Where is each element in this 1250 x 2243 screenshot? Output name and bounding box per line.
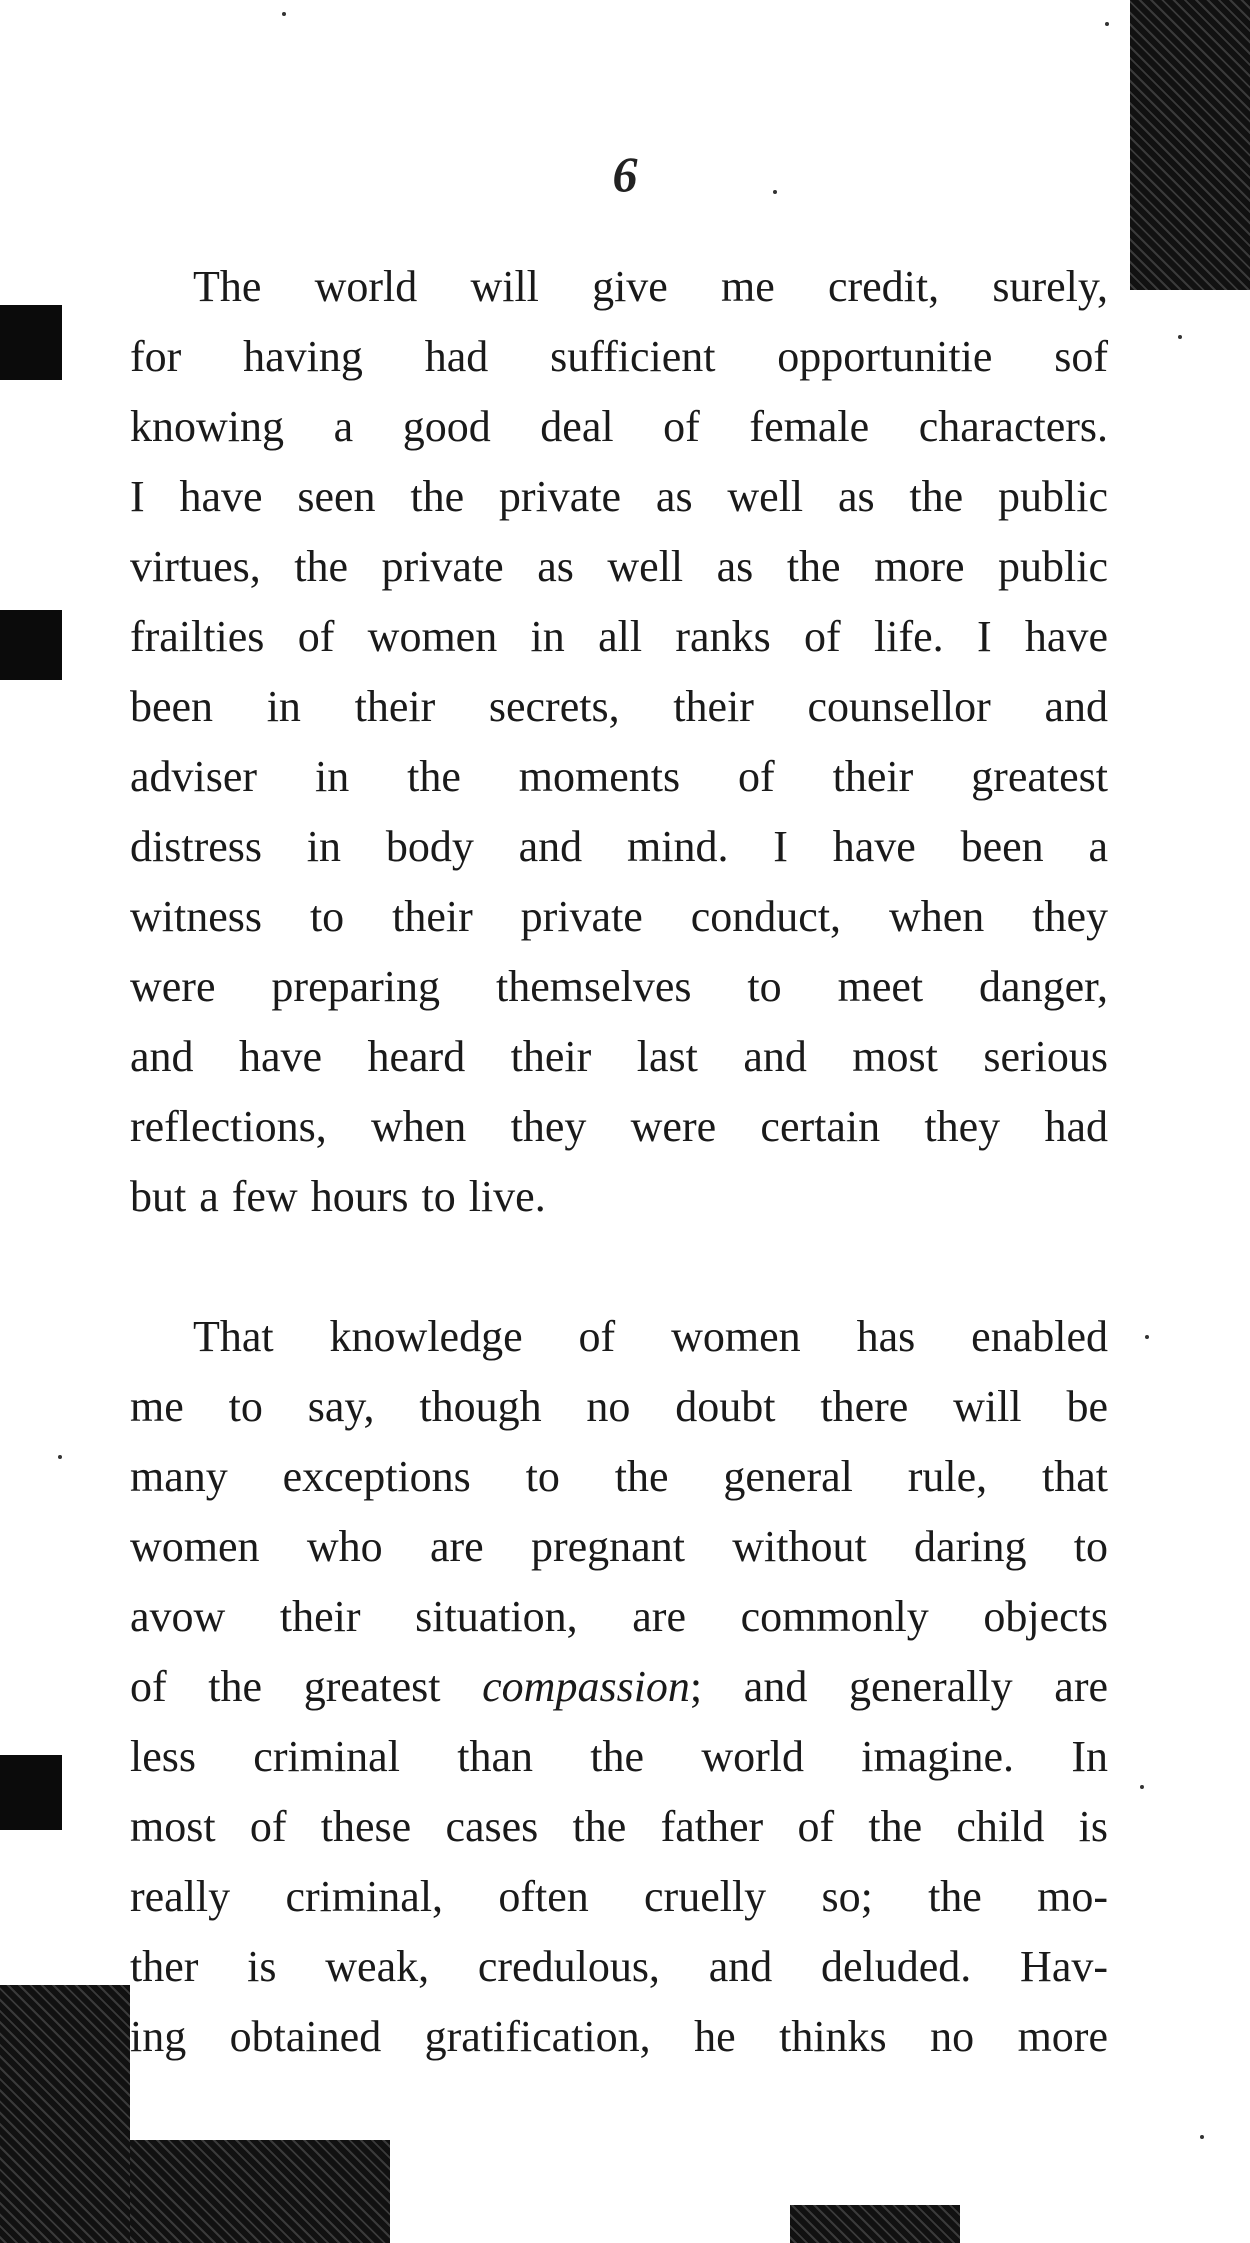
- text-line: for having had sufficient opportunitie sof: [130, 332, 1108, 381]
- scan-edge-bottom-center: [790, 2205, 960, 2243]
- text-line: been in their secrets, their counsellor and: [130, 682, 1108, 731]
- text-line: That knowledge of women has enabled: [193, 1312, 1108, 1361]
- text-line: many exceptions to the general rule, that: [130, 1452, 1108, 1501]
- text-line: less criminal than the world imagine. In: [130, 1732, 1108, 1781]
- text-line: were preparing themselves to meet danger,: [130, 962, 1108, 1011]
- text-line: virtues, the private as well as the more public: [130, 542, 1108, 591]
- text-line: frailties of women in all ranks of life. I have: [130, 612, 1108, 661]
- text-line: distress in body and mind. I have been a: [130, 822, 1108, 871]
- text-line: adviser in the moments of their greatest: [130, 752, 1108, 801]
- text-segment: ; and generally are: [689, 1662, 1108, 1711]
- text-line: I have seen the private as well as the public: [130, 472, 1108, 521]
- scan-mark-left-3: [0, 1755, 62, 1830]
- text-line: reflections, when they were certain they had: [130, 1102, 1108, 1151]
- text-line: The world will give me credit, surely,: [193, 262, 1108, 311]
- scan-speck: [1145, 1335, 1149, 1339]
- text-line: ing obtained gratification, he thinks no more: [130, 2012, 1108, 2061]
- text-line: and have heard their last and most serious: [130, 1032, 1108, 1081]
- scan-mark-left-2: [0, 610, 62, 680]
- scan-speck: [1140, 1785, 1144, 1789]
- text-line: most of these cases the father of the child is: [130, 1802, 1108, 1851]
- text-line: knowing a good deal of female characters.: [130, 402, 1108, 451]
- text-line-with-emphasis: [130, 1652, 1108, 1722]
- page-number: 6: [612, 146, 638, 202]
- scan-mark-left-1: [0, 305, 62, 380]
- text-line: but a few hours to live.: [130, 1172, 546, 1221]
- scan-speck: [1178, 335, 1182, 339]
- text-line: really criminal, often cruelly so; the mo-: [130, 1872, 1108, 1921]
- scan-speck: [58, 1455, 62, 1459]
- text-line: women who are pregnant without daring to: [130, 1522, 1108, 1571]
- scan-speck: [1200, 2135, 1204, 2139]
- text-line: ther is weak, credulous, and deluded. Hav-: [130, 1942, 1108, 1991]
- scan-speck: [1105, 22, 1109, 26]
- scan-speck: [282, 12, 286, 16]
- text-line: me to say, though no doubt there will be: [130, 1382, 1108, 1431]
- text-line: witness to their private conduct, when they: [130, 892, 1108, 941]
- text-segment: of the greatest: [130, 1662, 483, 1711]
- emphasized-word: compassion: [482, 1662, 690, 1711]
- scan-edge-bottom-left: [0, 1985, 130, 2243]
- text-line: avow their situation, are commonly objects: [130, 1592, 1108, 1641]
- scan-edge-bottom-left-2: [130, 2140, 390, 2243]
